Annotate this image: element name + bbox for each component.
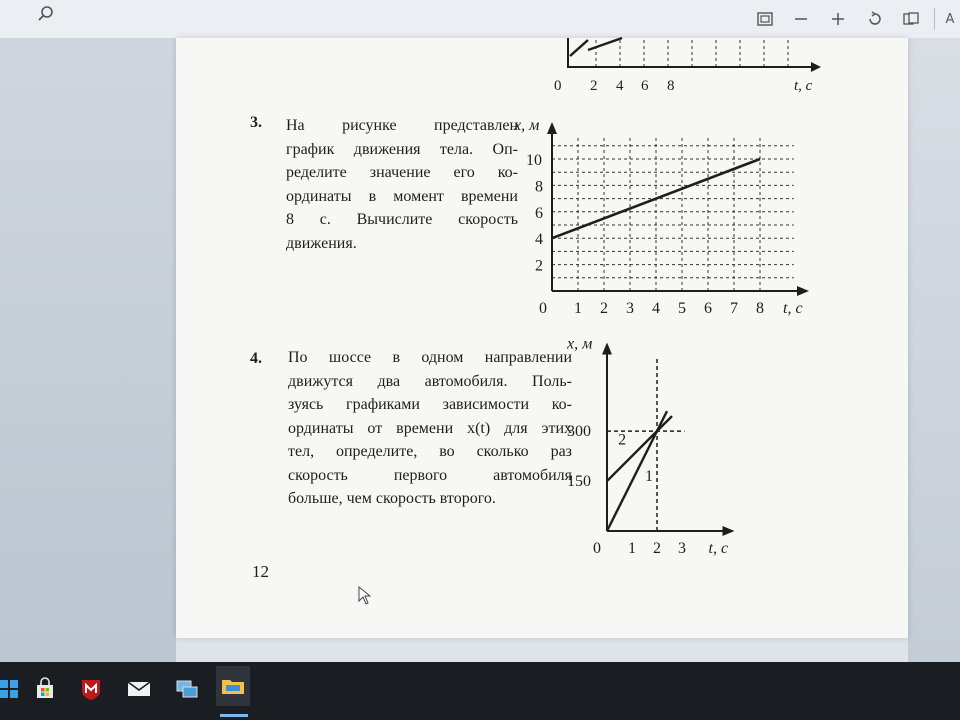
- x-tick-label: 1: [628, 540, 636, 557]
- right-cut-label: A: [945, 11, 955, 27]
- top-graph-grid: [596, 40, 788, 66]
- problem3-line: ординаты в момент времени: [286, 187, 518, 205]
- problem3-line: 8 с. Вычислите скорость: [286, 211, 518, 228]
- y-tick-label: 2: [535, 257, 543, 275]
- y-tick-label: 150: [567, 473, 591, 491]
- top-graph-x-arrow: [811, 62, 821, 72]
- page-number: 12: [252, 562, 269, 581]
- x-tick-label: 1: [574, 300, 582, 317]
- y-tick-label: 300: [567, 423, 591, 441]
- top-tick-2: 2: [590, 78, 598, 94]
- problem3-line: На рисунке представлен: [286, 117, 518, 134]
- problem3-number: 3.: [250, 114, 262, 131]
- mouse-cursor-icon: [358, 586, 372, 606]
- top-tick-8: 8: [667, 78, 675, 94]
- y-axis-arrow: [602, 343, 612, 355]
- x-tick-label: 4: [652, 300, 660, 317]
- top-partial-graph: [536, 38, 836, 100]
- zoom-in-icon[interactable]: [825, 7, 851, 31]
- problem4-line: тел, определите, во сколько раз: [288, 443, 572, 460]
- store-icon[interactable]: [28, 672, 62, 706]
- x-tick-label: 3: [678, 540, 686, 557]
- problem4-line: ординаты от времени x(t) для этих: [288, 419, 572, 437]
- x-tick-label: 7: [730, 300, 738, 317]
- top-axis-label: t, с: [794, 78, 813, 94]
- data-line: [607, 416, 672, 481]
- problem4-line: скорость первого автомобиля: [288, 466, 572, 484]
- x-tick-label: 2: [600, 300, 608, 317]
- y-tick-label: 6: [535, 204, 543, 222]
- problem4-number: 4.: [250, 350, 262, 367]
- problem3-chart: [516, 108, 846, 328]
- two-page-icon[interactable]: [898, 7, 924, 31]
- x-tick-label: 3: [626, 300, 634, 317]
- mcafee-icon[interactable]: [74, 672, 108, 706]
- x-tick-label: 2: [653, 540, 661, 557]
- problem3-line: движения.: [286, 234, 357, 252]
- x-tick-label: 0: [539, 300, 547, 317]
- top-tick-0: 0: [554, 78, 562, 94]
- file-explorer-icon[interactable]: [216, 666, 250, 706]
- series-label: 1: [645, 468, 653, 486]
- document-page[interactable]: [176, 38, 908, 638]
- x-tick-label: 8: [756, 300, 764, 317]
- x-tick-label: 5: [678, 300, 686, 317]
- x-axis-label: t, с: [708, 540, 729, 557]
- top-graph-line-2: [588, 38, 622, 50]
- y-axis-arrow: [547, 122, 557, 134]
- toolbar-divider: [934, 8, 935, 30]
- top-tick-6: 6: [641, 78, 649, 94]
- fit-page-icon[interactable]: [752, 7, 778, 31]
- problem3-text: [286, 114, 518, 255]
- y-tick-label: 4: [535, 231, 543, 249]
- problem4-chart: [567, 335, 791, 557]
- x-tick-label: 6: [704, 300, 712, 317]
- start-icon[interactable]: [0, 672, 26, 706]
- problem4-line: больше, чем скорость второго.: [288, 490, 496, 507]
- x-axis-arrow: [723, 526, 735, 536]
- y-axis-label: x, м: [567, 335, 593, 353]
- viewer-toolbar: [0, 0, 960, 39]
- left-background: [0, 38, 176, 662]
- x-axis-arrow: [797, 286, 809, 296]
- problem3-line: график движения тела. Оп-: [286, 140, 518, 158]
- active-app-indicator: [220, 714, 248, 717]
- problem4-text: [288, 346, 572, 511]
- problem4-line: По шоссе в одном направлении: [288, 349, 572, 366]
- top-graph-line: [570, 40, 588, 56]
- taskbar: [0, 662, 960, 720]
- problem3-line: ределите значение его ко-: [286, 164, 518, 181]
- mail-icon[interactable]: [122, 672, 156, 706]
- network-icon[interactable]: [170, 672, 204, 706]
- x-tick-label: 0: [593, 540, 601, 557]
- x-axis-label: t, с: [783, 300, 803, 317]
- rotate-icon[interactable]: [862, 7, 888, 31]
- problem4-line: зуясь графиками зависимости ко-: [288, 396, 572, 413]
- series-label: 2: [618, 431, 627, 449]
- search-icon[interactable]: [36, 4, 56, 24]
- y-tick-label: 10: [526, 152, 542, 169]
- y-axis-label: x, м: [514, 117, 540, 134]
- zoom-out-icon[interactable]: [788, 7, 814, 31]
- right-background: [908, 38, 960, 662]
- y-tick-label: 8: [535, 178, 543, 196]
- top-tick-4: 4: [616, 78, 624, 94]
- problem4-line: движутся два автомобиля. Поль-: [288, 372, 572, 390]
